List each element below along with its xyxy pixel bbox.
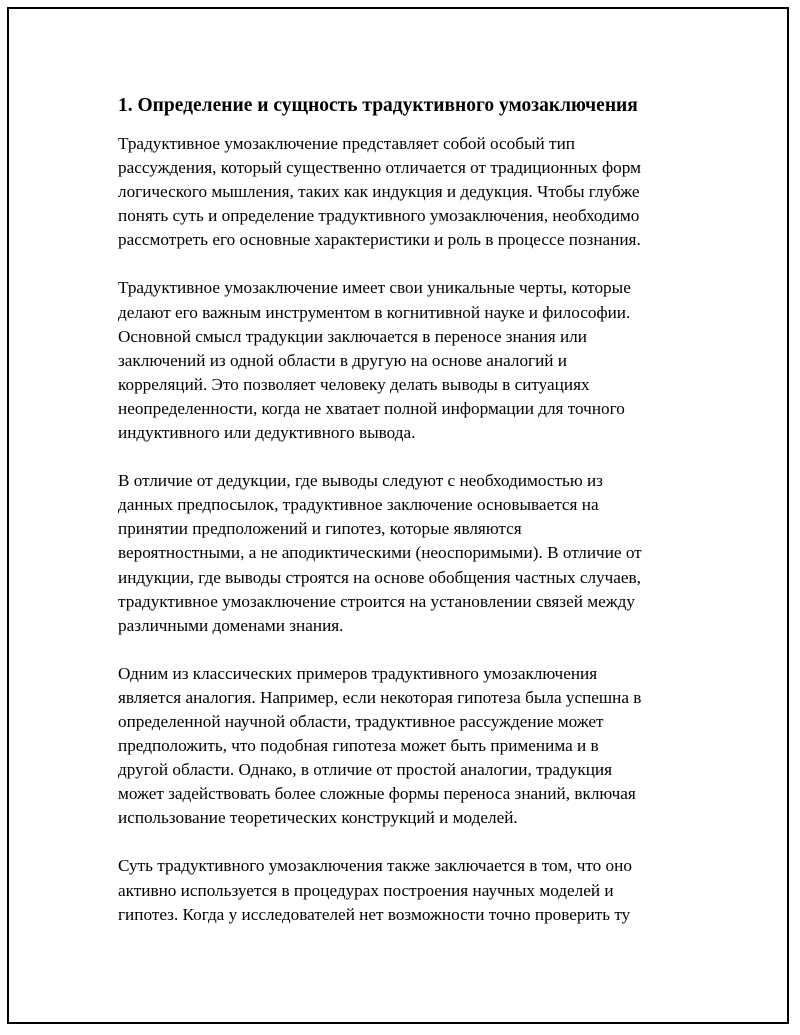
text-line: предположить, что подобная гипотеза может быть применима и в <box>118 736 599 756</box>
text-line: делают его важным инструментом в когнитивной науке и философии. <box>118 302 631 322</box>
text-line: различными доменами знания. <box>118 615 344 635</box>
paragraph-3 <box>118 469 688 638</box>
text-line: вероятностными, а не аподиктическими (неоспоримыми). В отличие от <box>118 543 642 563</box>
text-line: использование теоретических конструкций и моделей. <box>118 808 518 828</box>
text-line: В отличие от дедукции, где выводы следуют с необходимостью из <box>118 471 603 491</box>
text-line: определенной научной области, традуктивное рассуждение может <box>118 711 604 731</box>
paragraph-1 <box>118 132 688 252</box>
text-line: активно используется в процедурах построения научных моделей и <box>118 880 614 900</box>
text-line: понять суть и определение традуктивного умозаключения, необходимо <box>118 206 640 226</box>
paragraph-4 <box>118 662 688 831</box>
text-line: Традуктивное умозаключение представляет собой особый тип <box>118 134 575 153</box>
text-line: неопределенности, когда не хватает полной информации для точного <box>118 398 625 418</box>
section-heading: 1. Определение и сущность традуктивного умозаключения <box>118 95 638 116</box>
text-line: Суть традуктивного умозаключения также заключается в том, что оно <box>118 856 632 876</box>
text-line: принятии предположений и гипотез, которые являются <box>118 519 522 539</box>
text-line: корреляций. Это позволяет человеку делать выводы в ситуациях <box>118 374 590 394</box>
text-line: индукции, где выводы строятся на основе обобщения частных случаев, <box>118 567 641 587</box>
text-line: гипотез. Когда у исследователей нет возможности точно проверить ту <box>118 904 631 924</box>
text-line: данных предпосылок, традуктивное заключение основывается на <box>118 495 599 515</box>
document-body <box>118 92 688 951</box>
text-line: является аналогия. Например, если некоторая гипотеза была успешна в <box>118 687 642 707</box>
paragraph-5 <box>118 854 688 926</box>
text-line: логического мышления, таких как индукция и дедукция. Чтобы глубже <box>118 182 640 202</box>
text-line: может задействовать более сложные формы переноса знаний, включая <box>118 784 636 804</box>
text-line: традуктивное умозаключение строится на установлении связей между <box>118 591 635 611</box>
text-line: другой области. Однако, в отличие от простой аналогии, традукция <box>118 760 613 780</box>
paragraph-2 <box>118 276 688 445</box>
text-line: Одним из классических примеров традуктивного умозаключения <box>118 663 598 683</box>
text-line: рассмотреть его основные характеристики и роль в процессе познания. <box>118 230 641 250</box>
text-line: Основной смысл традукции заключается в переносе знания или <box>118 326 587 346</box>
text-line: индуктивного или дедуктивного вывода. <box>118 423 416 443</box>
text-line: Традуктивное умозаключение имеет свои уникальные черты, которые <box>118 278 631 298</box>
text-line: рассуждения, который существенно отличается от традиционных форм <box>118 158 641 178</box>
text-line: заключений из одной области в другую на основе аналогий и <box>118 350 567 370</box>
